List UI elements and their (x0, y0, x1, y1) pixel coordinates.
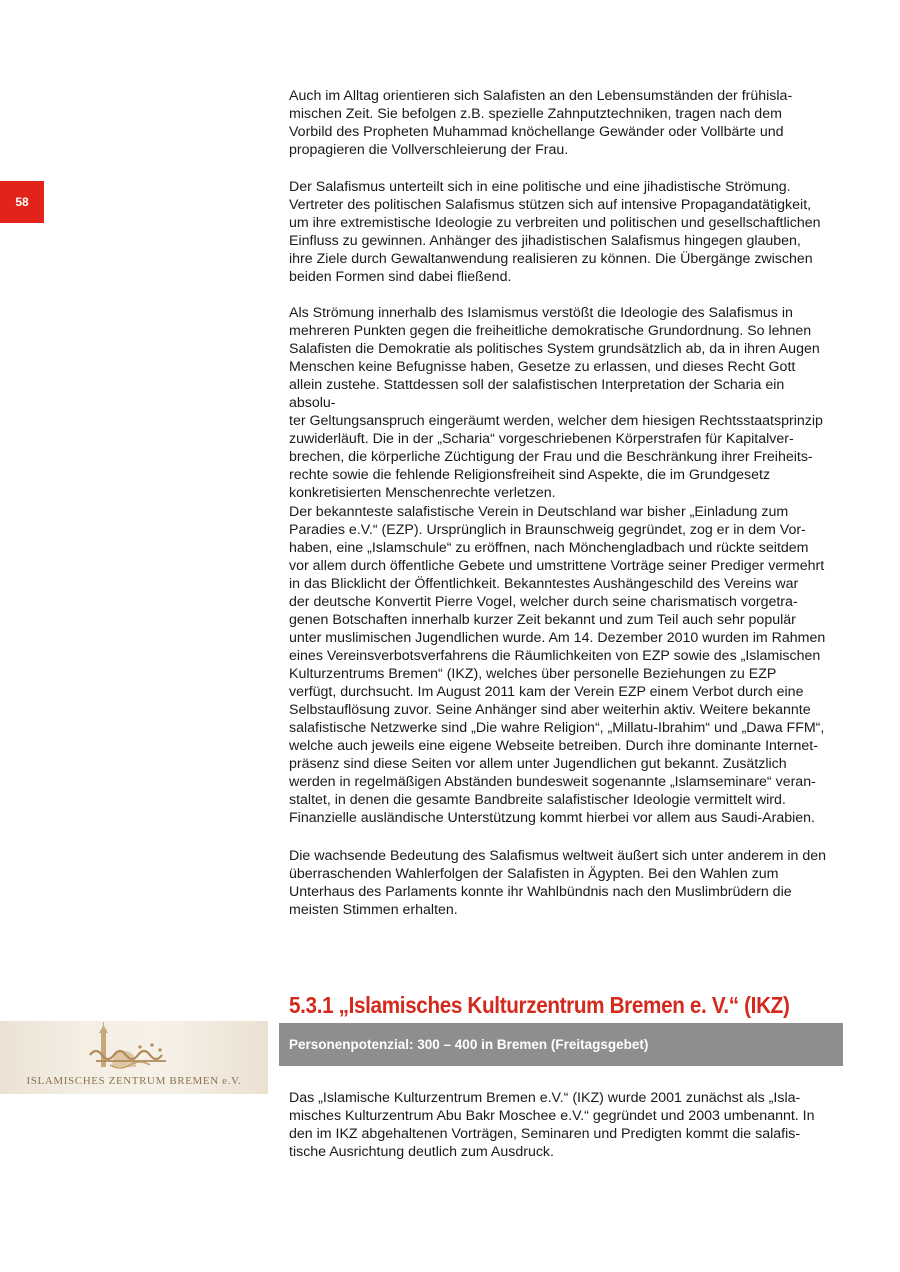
paragraph: Auch im Alltag orientieren sich Salafisten an den Lebensumständen der frühisla- mischen Zeit. Sie befolgen z.B. spezielle Zahnputztechniken, tragen nach dem Vorbild des Propheten Muhammad knöchellange Gewänder oder Vollbärte und propagieren die Vollverschleierung der Frau. (289, 88, 793, 158)
info-bar-text: Personenpotenzial: 300 – 400 in Bremen (Freitagsgebet) (289, 1037, 649, 1052)
ikz-logo (0, 1021, 268, 1094)
page-number-tab (0, 181, 44, 223)
section-heading: 5.3.1 „Islamisches Kulturzentrum Bremen e. V.“ (IKZ) (289, 992, 790, 1018)
paragraph: Der Salafismus unterteilt sich in eine politische und eine jihadistische Strömung. Vertreter des politischen Salafismus stützen sich auf intensive Propagandatätigkeit, um ihre extremistische Ideologie zu verbreiten und politischen und gesellschaftlichen Einfluss zu gewinnen. Anhänger des jihadistischen Salafismus hingegen glauben, ihre Ziele durch Gewaltanwendung realisieren zu können. Die Übergänge zwischen beiden Formen sind dabei fließend. (289, 179, 821, 285)
paragraph: Die wachsende Bedeutung des Salafismus weltweit äußert sich unter anderem in den überraschenden Wahlerfolgen der Salafisten in Ägypten. Bei den Wahlen zum Unterhaus des Parlaments konnte ihr Wahlbündnis nach den Muslimbrüdern die meisten Stimmen erhalten. (289, 848, 827, 918)
page-number: 58 (15, 195, 29, 209)
paragraph: Der bekannteste salafistische Verein in Deutschland war bisher „Einladung zum Paradies e.V.“ (EZP). Ursprünglich in Braunschweig gegründet, zog er in dem Vor- haben, eine „Islamschule“ zu eröffnen, nach Mönchengladbach und rückte seitdem vor allem durch öffentliche Gebete und umstrittene Vorträge seiner Prediger vermehrt in das Blicklicht der Öffentlichkeit. Bekanntestes Aushängeschild des Vereins war der deutsche Konvertit Pierre Vogel, welcher durch seine charismatisch vorgetra- genen Botschaften innerhalb kurzer Zeit bekannt und zum Teil auch sehr populär unter muslimischen Jugendlichen wurde. Am 14. Dezember 2010 wurden im Rahmen eines Vereinsverbotsverfahrens die Räumlichkeiten von EZP sowie des „Islamischen Kulturzentrums Bremen“ (IKZ), welches über personelle Beziehungen zu EZP verfügt, durchsucht. Im August 2011 kam der Verein EZP einem Verbot durch eine Selbstauflösung zuvor. Seine Anhänger sind aber weiterhin aktiv. Weitere bekannte salafistische Netzwerke sind „Die wahre Religion“, „Millatu-Ibrahim“ und „Dawa FFM“, welche auch jeweils eine eigene Webseite betreiben. Durch ihre dominante Internet- präsenz sind diese Seiten vor allem unter Jugendlichen gut bekannt. Zusätzlich werden in regelmäßigen Abständen bundesweit sogenannte „Islamseminare“ veran- staltet, in denen die gesamte Bandbreite salafistischer Ideologie vermittelt wird. Finanzielle ausländische Unterstützung kommt hierbei vor allem aus Saudi-Arabien. (289, 504, 826, 826)
paragraph: Als Strömung innerhalb des Islamismus verstößt die Ideologie des Salafismus in mehreren Punkten gegen die freiheitliche demokratische Grundordnung. So lehnen Salafisten die Demokratie als politisches System grundsätzlich ab, da in ihren Augen Menschen keine Befugnisse haben, Gesetze zu erlassen, und dieses Recht Gott allein zustehe. Stattdessen soll der salafistischen Interpretation der Scharia ein absolu- ter Geltungsanspruch eingeräumt werden, welcher dem hiesigen Rechtsstaatsprinzip zuwiderläuft. Die in der „Scharia“ vorgeschriebenen Körperstrafen für Kapitalver- brechen, die körperliche Züchtigung der Frau und die Beschränkung ihrer Freiheits- rechte sowie die fehlende Religionsfreiheit sind Aspekte, die im Grundgesetz konkretisierten Menschenrechte verletzen. (289, 305, 823, 501)
logo-caption: ISLAMISCHES ZENTRUM BREMEN e.V. (26, 1075, 242, 1087)
paragraph: Das „Islamische Kulturzentrum Bremen e.V.“ (IKZ) wurde 2001 zunächst als „Isla- misches Kulturzentrum Abu Bakr Moschee e.V.“ gegründet und 2003 umbenannt. In den im IKZ abgehaltenen Vorträgen, Seminaren und Predigten kommt die salafis- tische Ausrichtung deutlich zum Ausdruck. (289, 1090, 815, 1160)
personenpotenzial-bar (279, 1023, 843, 1066)
